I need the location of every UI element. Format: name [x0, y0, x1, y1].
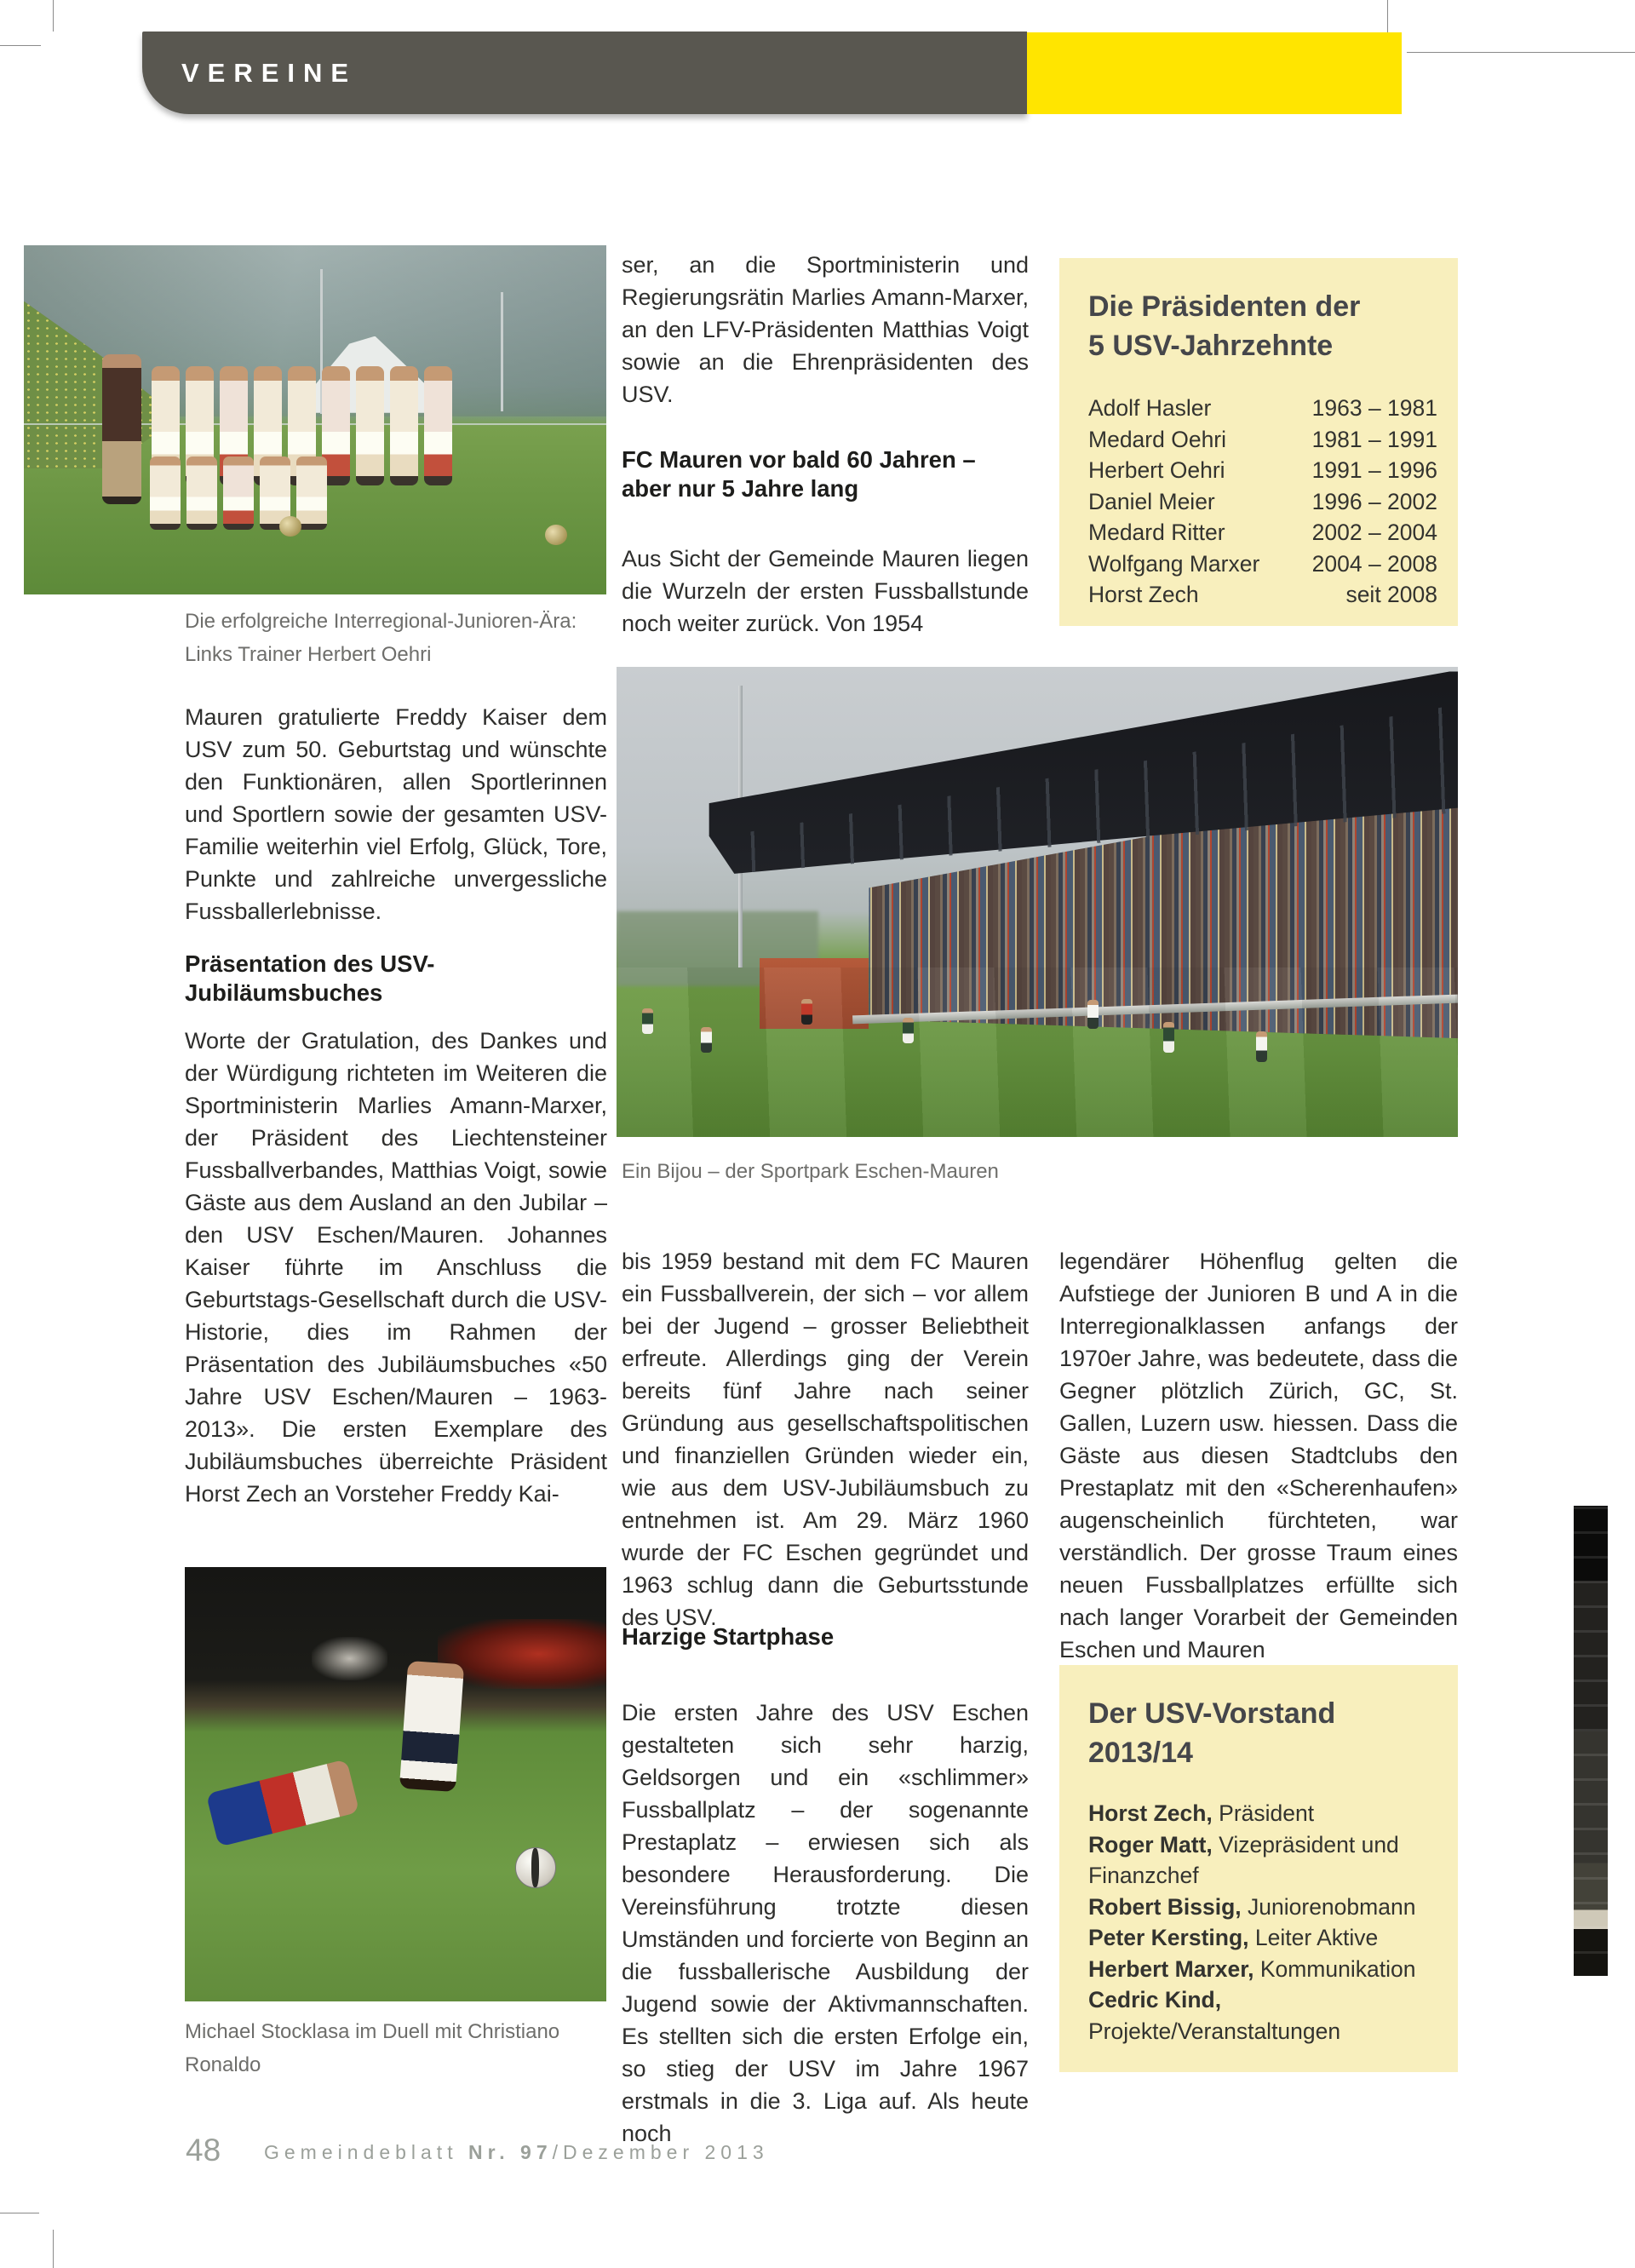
- paragraph: bis 1959 bestand mit dem FC Mauren ein Fussballverein, der sich – vor allem bei der Jugend – grosser Beliebtheit erfreute. Allerdings ging der Verein bereits fünf Jahre nach seiner Gründung aus gesellschaftspolitischen und finanziellen Gründen wieder ein, wie aus dem USV-Jubiläumsbuch zu entnehmen ist. Am 29. März 1960 wurde der FC Eschen gegründet und 1963 schlug dann die Geburtsstunde des USV.: [622, 1249, 1029, 1630]
- crop-mark: [1407, 52, 1635, 53]
- section-header-bar: [142, 32, 1027, 114]
- board-box-title: Der USV-Vorstand 2013/14: [1088, 1697, 1336, 1769]
- floodlight-pole: [501, 292, 503, 411]
- player: [1256, 1031, 1267, 1062]
- crop-mark: [0, 45, 41, 46]
- board-member: Peter Kersting, Leiter Aktive: [1088, 1925, 1379, 1950]
- issue-number: Nr. 97: [468, 2141, 553, 2163]
- paragraph: Worte der Gratulation, des Dankes und der Würdigung richteten im Weiteren die Sportministerin Marlies Amann-Marxer, der Präsident des Liechtensteiner Fussballverbandes, Matthias Voigt, sowie Gäste aus dem Ausland an den Jubilar – den USV Eschen/Mauren. Johannes Kaiser führte im Anschluss die Geburtstags-Gesellschaft durch die USV-Historie, dies im Rahmen der Präsentation des Jubiläumsbuches «50 Jahre USV Eschen/Mauren – 1963-2013». Die ersten Exemplare des Jubiläumsbuches überreichte Präsident Horst Zech an Vorsteher Freddy Kai-: [185, 1028, 607, 1507]
- advertising-board: [312, 1637, 387, 1680]
- paragraph: Die ersten Jahre des USV Eschen gestalteten sich sehr harzig, Geldsorgen und ein «schlimmer» Fussballplatz – der sogenannte Prestaplatz – erwiesen sich als besondere Herausforderung. Die Vereinsführung trotzte diesen Umständen und forcierte von Beginn an die fussballerische Ausbildung der Jugend sowie der Aktivmannschaften. Es stellten sich die ersten Erfolge ein, so stieg der USV im Jahre 1967 erstmals in die 3. Liga auf. Als heute noch: [622, 1700, 1029, 2146]
- sportpark-photo-caption: Ein Bijou – der Sportpark Eschen-Mauren: [622, 1160, 999, 1183]
- page-number: 48: [186, 2133, 221, 2168]
- referee: [801, 999, 812, 1025]
- coach-figure: [102, 354, 141, 504]
- heading-harzige-startphase: Harzige Startphase: [622, 1623, 835, 1650]
- kneeling-players-row: [150, 456, 327, 530]
- sportpark-photo: [617, 667, 1458, 1137]
- board-member: Roger Matt, Vizepräsident und Finanzchef: [1088, 1831, 1399, 1888]
- player: [1087, 1000, 1099, 1029]
- crop-mark: [53, 2230, 54, 2268]
- heading-praesentation: Präsentation des USV-Jubiläumsbuches: [185, 950, 435, 1006]
- paragraph: legendärer Höhenflug gelten die Aufstiege der Junioren B und A in die Interregionalklassen anfangs der 1970er Jahre, was bedeutete, dass die Gegner plötzlich Zürich, GC, St. Gallen, Luzern usw. hiessen. Dass die Gäste aus diesen Stadtclubs den Prestaplatz mit den «Scherenhaufen» augenscheinlich fürchteten, war verständlich. Der grosse Traum eines neuen Fussballplatzes erfüllte sich nach langer Vorarbeit der Gemeinden Eschen und Mauren: [1059, 1249, 1458, 1662]
- footer-line: [264, 2141, 769, 2164]
- football: [545, 525, 567, 545]
- paragraph-continuation: ser, an die Sportministerin und Regierungsrätin Marlies Amann-Marxer, an den LFV-Präsidenten Matthias Voigt sowie an die Ehrenpräsidenten des USV.: [622, 252, 1029, 407]
- board-member: Cedric Kind, Projekte/Veranstaltungen: [1088, 1987, 1341, 2044]
- board-box: [1059, 1665, 1458, 2072]
- president-row: Herbert Oehri 1991 – 1996: [1088, 457, 1437, 483]
- president-row: Horst Zech seit 2008: [1088, 582, 1437, 607]
- team-photo: [24, 245, 606, 594]
- president-row: Daniel Meier 1996 – 2002: [1088, 488, 1437, 514]
- duel-photo-caption: Michael Stocklasa im Duell mit Christiano Ronaldo: [185, 2020, 560, 2076]
- player: [642, 1008, 653, 1034]
- board-list: [1088, 1798, 1431, 2047]
- presidents-box-title: Die Präsidenten der 5 USV-Jahrzehnte: [1088, 290, 1361, 362]
- player: [1163, 1022, 1174, 1053]
- pitch: [617, 967, 1458, 1137]
- adjacent-page-photo-sliver: [1574, 1506, 1608, 1976]
- board-member: Horst Zech, Präsident: [1088, 1800, 1315, 1826]
- president-row: Wolfgang Marxer 2004 – 2008: [1088, 550, 1437, 577]
- player: [903, 1018, 914, 1043]
- board-member: Herbert Marxer, Kommunikation: [1088, 1955, 1416, 1982]
- heading-fc-mauren: FC Mauren vor bald 60 Jahren – aber nur 5 Jahre lang: [622, 446, 976, 502]
- paragraph: Aus Sicht der Gemeinde Mauren liegen die Wurzeln der ersten Fussballstunde noch weiter zurück. Von 1954: [622, 546, 1029, 636]
- publication-name: Gemeindeblatt: [264, 2141, 468, 2163]
- football: [279, 516, 301, 537]
- president-row: Adolf Hasler 1963 – 1981: [1088, 395, 1437, 421]
- presidents-list: [1088, 393, 1437, 611]
- duel-photo: [185, 1567, 606, 2001]
- issue-date: /Dezember 2013: [552, 2141, 769, 2163]
- crop-mark: [53, 0, 54, 32]
- crop-mark: [1387, 0, 1388, 37]
- board-member: Robert Bissig, Juniorenobmann: [1088, 1893, 1416, 1920]
- player-white-kit: [399, 1661, 464, 1792]
- sliding-player: [205, 1759, 359, 1846]
- presidents-box: [1059, 258, 1458, 626]
- paragraph: Mauren gratulierte Freddy Kaiser dem USV zum 50. Geburtstag und wünschte den Funktionären, allen Sportlerinnen und Sportlern sowie der gesamten USV-Familie weiterhin viel Erfolg, Glück, Tore, Punkte und zahlreiche unvergessliche Fussballerlebnisse.: [185, 704, 607, 924]
- football: [515, 1847, 556, 1888]
- president-row: Medard Ritter 2002 – 2004: [1088, 520, 1437, 545]
- team-photo-caption: Die erfolgreiche Interregional-Junioren-Ära: Links Trainer Herbert Oehri: [185, 610, 577, 666]
- president-row: Medard Oehri 1981 – 1991: [1088, 426, 1437, 452]
- player: [701, 1027, 712, 1053]
- section-title: VEREINE: [181, 57, 358, 88]
- accent-yellow-bar: [1027, 32, 1402, 114]
